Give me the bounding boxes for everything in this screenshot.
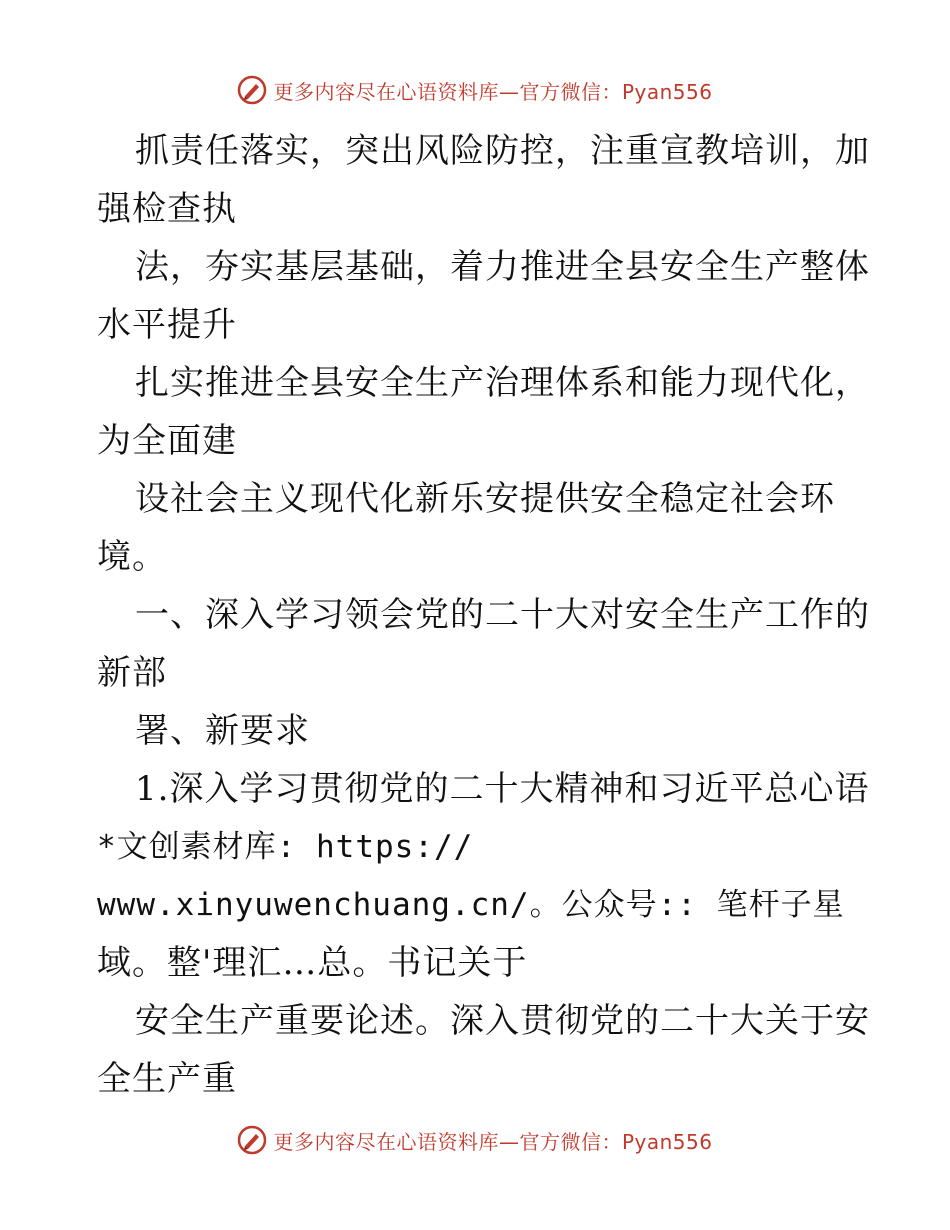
text-line: 为全面建 (97, 421, 237, 461)
header-banner (0, 70, 950, 110)
header-banner-text: 更多内容尽在心语资料库—官方微信：Pyan556 (273, 79, 713, 104)
document-body (97, 122, 870, 1108)
text-line: 1.深入学习贯彻党的二十大精神和习近平总心语 (135, 769, 870, 809)
text-line: 扎实推进全县安全生产治理体系和能力现代化， (135, 363, 870, 403)
text-line: 抓责任落实，突出风险防控，注重宣教培训，加 (135, 131, 870, 171)
footer-banner (0, 1120, 950, 1160)
text-line: 强检查执 (97, 189, 237, 229)
text-line: 全生产重 (97, 1059, 237, 1099)
footer-banner-text: 更多内容尽在心语资料库—官方微信：Pyan556 (273, 1129, 713, 1154)
section-heading: 一、深入学习领会党的二十大对安全生产工作的 (135, 595, 870, 635)
text-line: 设社会主义现代化新乐安提供安全稳定社会环 (135, 479, 835, 519)
text-line: 安全生产重要论述。深入贯彻党的二十大关于安 (135, 1001, 870, 1041)
text-line: 水平提升 (97, 305, 237, 345)
text-line: *文创素材库: https:// (97, 829, 474, 865)
text-line: 法，夯实基层基础，着力推进全县安全生产整体 (135, 247, 870, 287)
section-heading-cont: 新部 (97, 653, 167, 693)
section-heading-cont: 署、新要求 (135, 711, 310, 751)
pen-logo-icon (237, 1125, 267, 1155)
text-line: 境。 (97, 537, 167, 577)
text-line: www.xinyuwenchuang.cn/。公众号:: 笔杆子星 (97, 887, 845, 923)
pen-logo-icon (237, 75, 267, 105)
text-line: 域。整'理汇…总。书记关于 (97, 943, 528, 983)
